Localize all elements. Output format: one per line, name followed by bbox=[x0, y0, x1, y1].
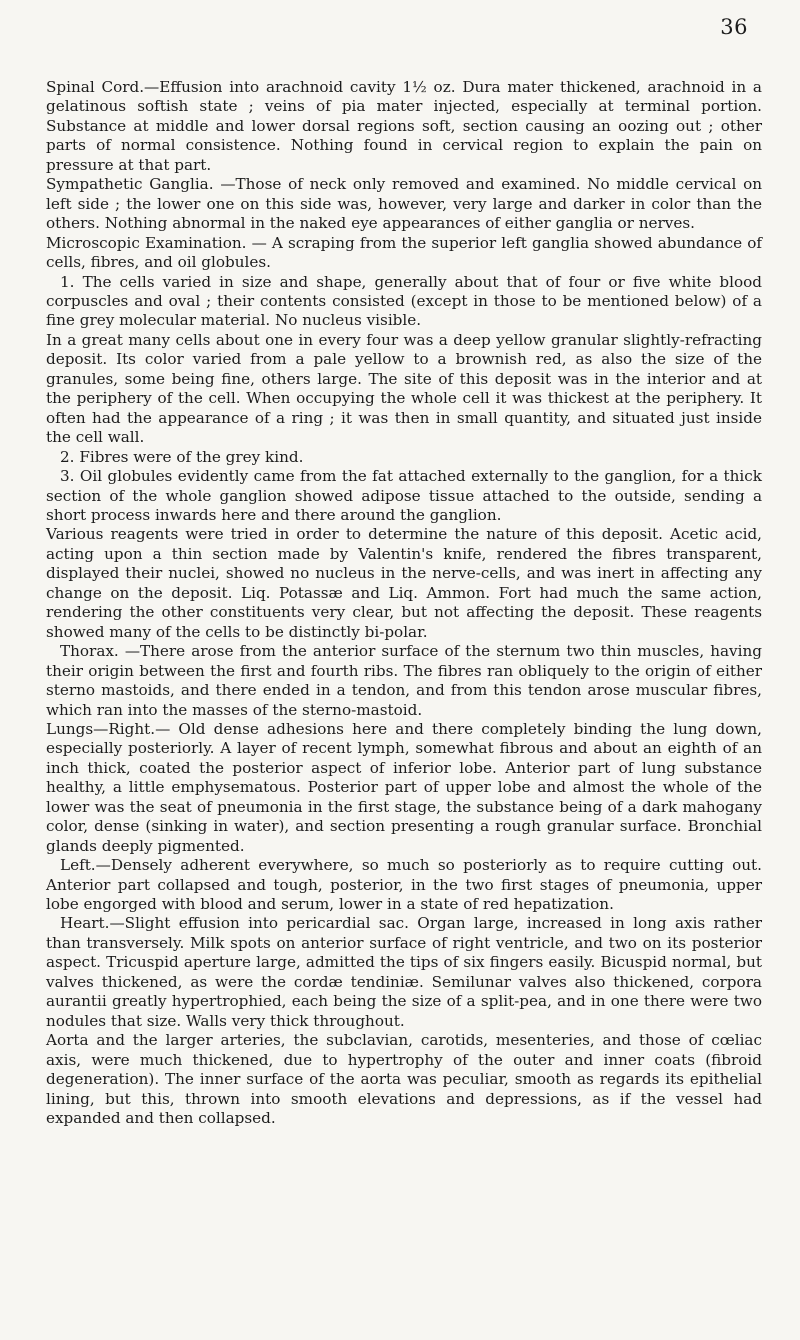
paragraph-heart: Heart.—Slight effusion into pericardial sac. Organ large, increased in long axis rather than transversely. Milk spots on anterior surface of right ventricle, and two on its posterior aspect. Tricuspid aperture large, admitted the tips of six fingers easily. Bicuspid normal, but valves thickened, as were the cordæ tendiniæ. Semilunar valves also thickened, corpora aurantii greatly hypertrophied, each being the size of a split-pea, and in one there were two nodules that size. Walls very thick throughout. bbox=[46, 914, 762, 1030]
paragraph-cells: 1. The cells varied in size and shape, generally about that of four or five white blood corpuscles and oval ; their contents consisted (except in those to be mentioned below) of a fine grey molecular material. No nucleus visible. bbox=[46, 272, 762, 330]
paragraph-microscopic-examination: Microscopic Examination. — A scraping from the superior left ganglia showed abundance of cells, fibres, and oil globules. bbox=[46, 233, 762, 272]
paragraph-reagents: Various reagents were tried in order to determine the nature of this deposit. Acetic acid, acting upon a thin section made by Valentin's knife, rendered the fibres transparent, displayed their nuclei, showed no nucleus in the nerve-cells, and was inert in affecting any change on the deposit. Liq. Potassæ and Liq. Ammon. Fort had much the same action, rendering the other constituents very clear, but not affecting the deposit. These reagents showed many of the cells to be distinctly bi-polar. bbox=[46, 525, 762, 641]
paragraph-fibres: 2. Fibres were of the grey kind. bbox=[60, 447, 304, 466]
paragraph-lungs-right: Lungs—Right.— Old dense adhesions here and there completely binding the lung down, especially posteriorly. A layer of recent lymph, somewhat fibrous and about an eighth of an inch thick, coated the posterior aspect of inferior lobe. Anterior part of lung substance healthy, a little emphysematous. Posterior part of upper lobe and almost the whole of the lower was the seat of pneumonia in the first stage, the substance being of a dark mahogany color, dense (sinking in water), and section presenting a rough granular surface. Bronchial glands deeply pigmented. bbox=[46, 719, 762, 855]
paragraph-lungs-left: Left.—Densely adherent everywhere, so much so posteriorly as to require cutting out. Anterior part collapsed and tough, posterior, in the two first stages of pneumonia, upper lobe engorged with blood and serum, lower in a state of red hepatization. bbox=[46, 856, 762, 914]
paragraph-deposit: In a great many cells about one in every four was a deep yellow granular slightly-refracting deposit. Its color varied from a pale yellow to a brownish red, as also the size of the granules, some being fine, others large. The site of this deposit was in the interior and at the periphery of the cell. When occupying the whole cell it was thickest at the periphery. It often had the appearance of a ring ; it was then in small quantity, and situated just inside the cell wall. bbox=[46, 330, 762, 447]
paragraph-thorax: Thorax. —There arose from the anterior surface of the sternum two thin muscles, having their origin between the first and fourth ribs. The fibres ran obliquely to the origin of either sterno mastoids, and there ended in a tendon, and from this tendon arose muscular fibres, which ran into the masses of the sterno-mastoid. bbox=[46, 642, 762, 719]
page-number: 36 bbox=[720, 15, 748, 39]
body-text bbox=[46, 78, 762, 1128]
paragraph-aorta: Aorta and the larger arteries, the subclavian, carotids, mesenteries, and those of cœliac axis, were much thickened, due to hypertrophy of the outer and inner coats (fibroid degeneration). The inner surface of the aorta was peculiar, smooth as regards its epithelial lining, but this, thrown into smooth elevations and depressions, as if the vessel had expanded and then collapsed. bbox=[46, 1031, 762, 1128]
paragraph-oil-globules: 3. Oil globules evidently came from the fat attached externally to the ganglion, for a thick section of the whole ganglion showed adipose tissue attached to the outside, sending a short process inwards here and there around the ganglion. bbox=[46, 467, 762, 524]
paragraph-spinal-cord: Spinal Cord.—Effusion into arachnoid cavity 1½ oz. Dura mater thickened, arachnoid in a gelatinous softish state ; veins of pia mater injected, especially at terminal portion. Substance at middle and lower dorsal regions soft, section causing an oozing out ; other parts of normal consistence. Nothing found in cervical region to explain the pain on pressure at that part. bbox=[46, 78, 762, 174]
paragraph-sympathetic-ganglia: Sympathetic Ganglia. —Those of neck only removed and examined. No middle cervical on left side ; the lower one on this side was, however, very large and darker in color than the others. Nothing abnormal in the naked eye appearances of either ganglia or nerves. bbox=[46, 175, 762, 233]
